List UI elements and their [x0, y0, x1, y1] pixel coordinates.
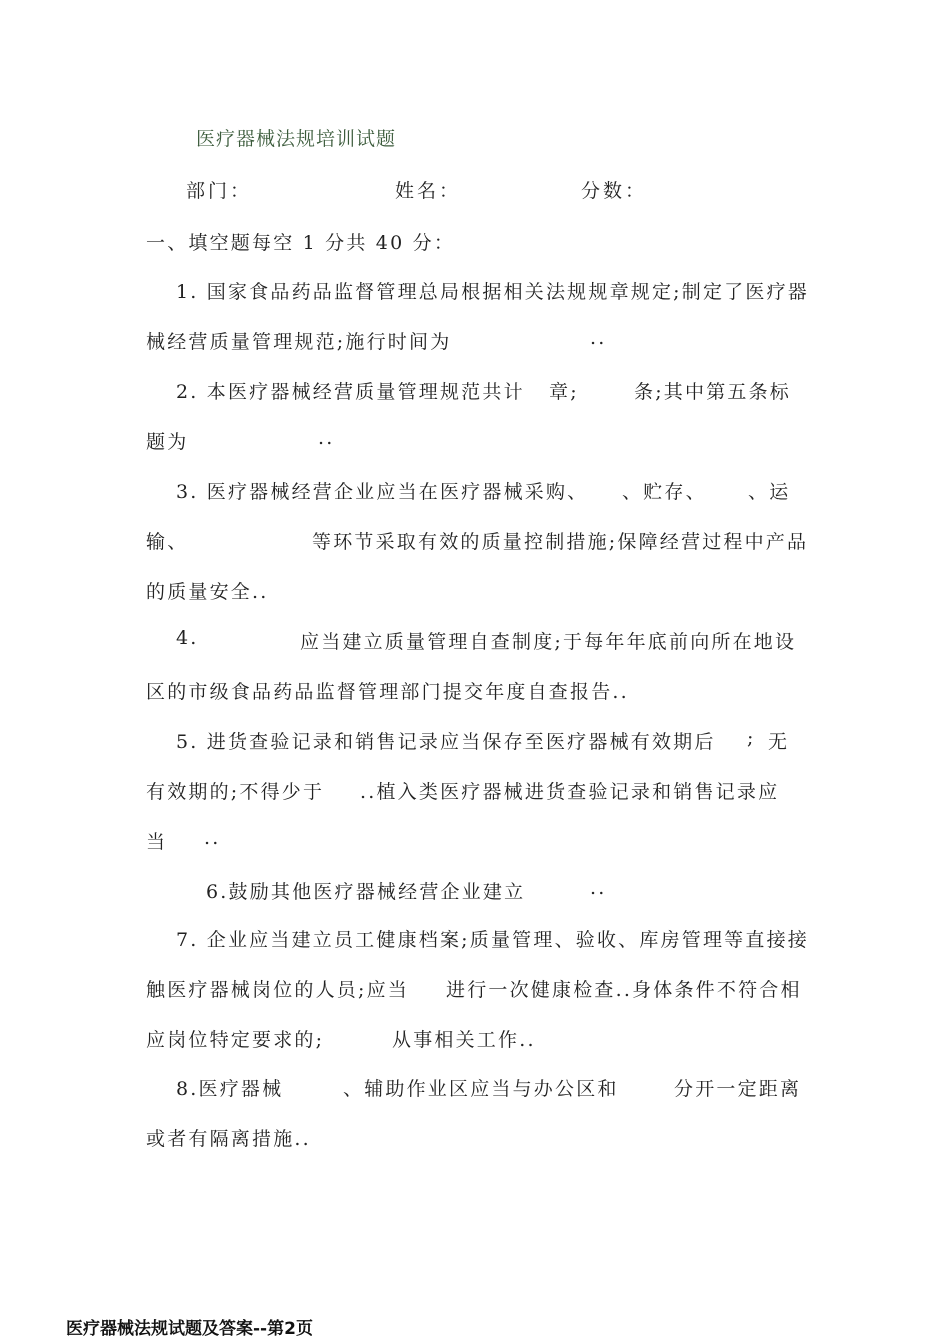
question-text: 1. 国家食品药品监督管理总局根据相关法规规章规定;制定了医疗器	[176, 281, 809, 303]
question-text: ..	[318, 427, 335, 449]
question-text: 从事相关工作..	[392, 1029, 536, 1051]
question-text: ..	[204, 827, 221, 849]
question-text: 、运	[748, 481, 791, 503]
question-text: 4.	[176, 627, 199, 649]
question-text: ;	[747, 727, 756, 749]
question-text: 的质量安全..	[146, 581, 269, 603]
question-text: ..	[590, 327, 607, 349]
question-text: 5. 进货查验记录和销售记录应当保存至医疗器械有效期后	[176, 731, 716, 753]
name-label: 姓名：	[395, 180, 462, 202]
document-title: 医疗器械法规培训试题	[196, 128, 397, 150]
question-text: 触医疗器械岗位的人员;应当	[146, 979, 410, 1001]
score-label: 分数：	[581, 180, 648, 202]
question-text: 3. 医疗器械经营企业应当在医疗器械采购、	[176, 481, 589, 503]
question-text: 输、	[146, 531, 189, 553]
question-text: 分开一定距离	[674, 1078, 802, 1100]
question-text: 、贮存、	[622, 481, 707, 503]
question-text: 应当建立质量管理自查制度;于每年年底前向所在地设	[300, 631, 797, 653]
question-text: 有效期的;不得少于	[146, 781, 325, 803]
question-text: 或者有隔离措施..	[146, 1128, 311, 1150]
question-text: ..	[590, 877, 607, 899]
question-text: 条;其中第五条标	[634, 381, 792, 403]
question-text: 进行一次健康检查..身体条件不符合相	[446, 979, 802, 1001]
question-text: 2. 本医疗器械经营质量管理规范共计	[176, 381, 525, 403]
question-text: 等环节采取有效的质量控制措施;保障经营过程中产品	[312, 531, 809, 553]
page-footer: 医疗器械法规试题及答案--第2页	[66, 1319, 313, 1339]
question-text: 8.医疗器械	[176, 1078, 284, 1100]
question-text: 7. 企业应当建立员工健康档案;质量管理、验收、库房管理等直接接	[176, 929, 809, 951]
question-text: 区的市级食品药品监督管理部门提交年度自查报告..	[146, 681, 629, 703]
question-text: 题为	[146, 431, 189, 453]
section-one-heading: 一、填空题每空 1 分共 40 分：	[146, 232, 456, 254]
question-text: 6.鼓励其他医疗器械经营企业建立	[206, 881, 526, 903]
department-label: 部门：	[186, 180, 253, 202]
question-text: 应岗位特定要求的;	[146, 1029, 325, 1051]
question-text: 、辅助作业区应当与办公区和	[343, 1078, 619, 1100]
question-text: 无	[768, 731, 790, 753]
info-row	[0, 176, 950, 202]
question-text: 当	[146, 831, 168, 853]
question-text: 章;	[549, 381, 579, 403]
question-text: 械经营质量管理规范;施行时间为	[146, 331, 452, 353]
question-text: ..植入类医疗器械进货查验记录和销售记录应	[360, 781, 780, 803]
